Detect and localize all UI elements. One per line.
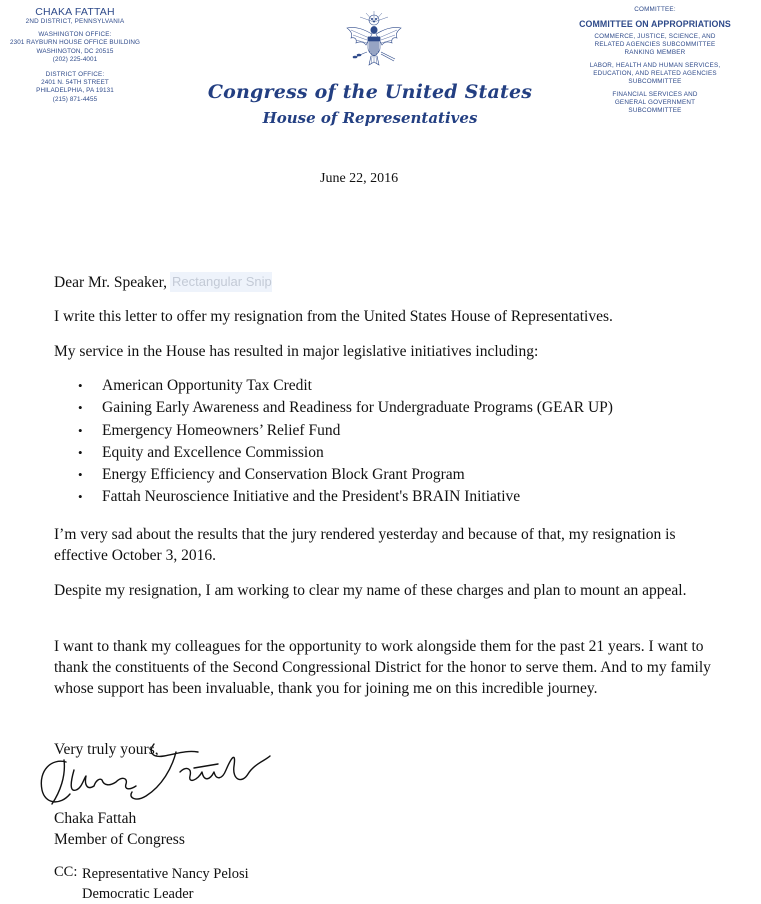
subcommittee-3-line-1: FINANCIAL SERVICES AND xyxy=(612,91,698,98)
member-name: CHAKA FATTAH xyxy=(35,6,115,18)
subcommittee-2-line-1: LABOR, HEALTH AND HUMAN SERVICES, xyxy=(589,62,721,69)
letterhead-member-info xyxy=(0,6,150,105)
district-office-label: DISTRICT OFFICE: xyxy=(45,70,105,78)
letterhead-committee-info xyxy=(562,6,748,115)
subcommittee-1-line-2: RELATED AGENCIES SUBCOMMITTEE xyxy=(594,41,716,48)
snip-overlay-label: Rectangular Snip xyxy=(170,272,272,292)
washington-address-line-2: WASHINGTON, DC 20515 xyxy=(36,47,114,55)
signer-name: Chaka Fattah xyxy=(54,810,137,827)
washington-address-line-1: 2301 RAYBURN HOUSE OFFICE BUILDING xyxy=(10,39,140,46)
district-address-line-1: 2401 N. 54TH STREET xyxy=(41,78,109,86)
committee-name: COMMITTEE ON APPROPRIATIONS xyxy=(579,19,731,29)
closing: Very truly yours, xyxy=(54,741,159,758)
subcommittee-2-line-3: SUBCOMMITTEE xyxy=(628,78,682,85)
great-seal-eagle-icon xyxy=(339,8,409,74)
subcommittee-1-line-1: COMMERCE, JUSTICE, SCIENCE, AND xyxy=(594,33,716,40)
letter-date: June 22, 2016 xyxy=(320,171,399,186)
subcommittee-1-line-3: RANKING MEMBER xyxy=(624,49,686,56)
member-district: 2ND DISTRICT, PENNSYLVANIA xyxy=(25,18,125,25)
paragraph-thanks: I want to thank my colleagues for the opportunity to work alongside them for the past 21 years. I want to thank the constituents of the Second Congressional District for the honor to serve them. And to my family whose support has been invaluable, thank you for joining me on this incredible journey. xyxy=(54,638,711,697)
district-address-line-2: PHILADELPHIA, PA 19131 xyxy=(36,87,114,95)
congress-title: Congress of the United States xyxy=(207,81,533,103)
list-item: • Fattah Neuroscience Initiative and the President's BRAIN Initiative xyxy=(54,486,613,508)
salutation: Dear Mr. Speaker, xyxy=(54,274,168,291)
list-item: • Gaining Early Awareness and Readiness for Undergraduate Programs (GEAR UP) xyxy=(54,397,613,419)
cc-name: Representative Nancy Pelosi xyxy=(82,866,249,882)
committee-label: COMMITTEE: xyxy=(634,6,676,13)
cc-title: Democratic Leader xyxy=(82,886,194,902)
washington-office-label: WASHINGTON OFFICE: xyxy=(38,31,112,38)
paragraph-resignation: I write this letter to offer my resignation from the United States House of Representatives. xyxy=(54,308,613,325)
district-phone: (215) 871-4455 xyxy=(52,95,98,103)
list-item: • Emergency Homeowners’ Relief Fund xyxy=(54,420,613,442)
subcommittee-2-line-2: EDUCATION, AND RELATED AGENCIES xyxy=(593,70,717,77)
subcommittee-3-line-3: SUBCOMMITTEE xyxy=(628,107,682,114)
subcommittee-3-line-2: GENERAL GOVERNMENT xyxy=(614,99,696,106)
list-item: • Energy Efficiency and Conservation Block Grant Program xyxy=(54,464,613,486)
signer-title: Member of Congress xyxy=(54,831,185,848)
list-item: • American Opportunity Tax Credit xyxy=(54,375,613,397)
cc-recipient xyxy=(82,864,249,904)
paragraph-verdict: I’m very sad about the results that the jury rendered yesterday and because of that, my resignation is effective October 3, 2016. xyxy=(54,526,676,564)
cc-label: CC: xyxy=(54,864,78,880)
house-title: House of Representatives xyxy=(262,109,478,127)
initiatives-list xyxy=(54,375,613,509)
paragraph-service-intro: My service in the House has resulted in major legislative initiatives including: xyxy=(54,343,539,360)
paragraph-appeal: Despite my resignation, I am working to clear my name of these charges and plan to mount an appeal. xyxy=(54,582,687,599)
washington-phone: (202) 225-4001 xyxy=(52,56,98,64)
list-item: • Equity and Excellence Commission xyxy=(54,442,613,464)
